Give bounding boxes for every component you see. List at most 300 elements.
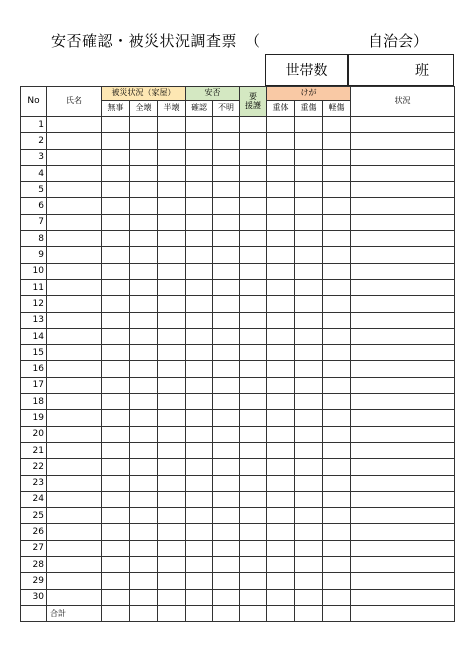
entry-cell[interactable] [102, 345, 130, 361]
entry-cell[interactable] [267, 557, 295, 573]
entry-cell[interactable] [47, 394, 102, 410]
entry-cell[interactable] [323, 426, 351, 442]
entry-cell[interactable] [158, 345, 186, 361]
entry-cell[interactable] [351, 540, 455, 556]
entry-cell[interactable] [186, 165, 213, 181]
entry-cell[interactable] [47, 589, 102, 605]
entry-cell[interactable] [240, 394, 267, 410]
entry-cell[interactable] [102, 459, 130, 475]
entry-cell[interactable] [130, 508, 158, 524]
entry-cell[interactable] [267, 133, 295, 149]
entry-cell[interactable] [186, 377, 213, 393]
entry-cell[interactable] [130, 573, 158, 589]
entry-cell[interactable] [158, 328, 186, 344]
entry-cell[interactable] [47, 182, 102, 198]
entry-cell[interactable] [323, 133, 351, 149]
entry-cell[interactable] [323, 524, 351, 540]
entry-cell[interactable] [213, 263, 240, 279]
entry-cell[interactable] [130, 182, 158, 198]
entry-cell[interactable] [186, 589, 213, 605]
entry-cell[interactable] [240, 426, 267, 442]
entry-cell[interactable] [130, 540, 158, 556]
entry-cell[interactable] [351, 394, 455, 410]
entry-cell[interactable] [47, 573, 102, 589]
entry-cell[interactable] [130, 410, 158, 426]
entry-cell[interactable] [213, 508, 240, 524]
entry-cell[interactable] [186, 442, 213, 458]
entry-cell[interactable] [213, 557, 240, 573]
entry-cell[interactable] [240, 198, 267, 214]
entry-cell[interactable] [351, 557, 455, 573]
entry-cell[interactable] [351, 263, 455, 279]
entry-cell[interactable] [186, 394, 213, 410]
entry-cell[interactable] [130, 426, 158, 442]
entry-cell[interactable] [351, 589, 455, 605]
entry-cell[interactable] [213, 459, 240, 475]
entry-cell[interactable] [295, 312, 323, 328]
entry-cell[interactable] [323, 589, 351, 605]
total-cell[interactable] [267, 605, 295, 621]
entry-cell[interactable] [213, 573, 240, 589]
entry-cell[interactable] [47, 377, 102, 393]
entry-cell[interactable] [240, 133, 267, 149]
entry-cell[interactable] [267, 231, 295, 247]
total-cell[interactable] [323, 605, 351, 621]
entry-cell[interactable] [158, 165, 186, 181]
entry-cell[interactable] [158, 426, 186, 442]
entry-cell[interactable] [351, 117, 455, 133]
entry-cell[interactable] [186, 296, 213, 312]
entry-cell[interactable] [240, 540, 267, 556]
entry-cell[interactable] [130, 149, 158, 165]
entry-cell[interactable] [47, 312, 102, 328]
entry-cell[interactable] [158, 540, 186, 556]
entry-cell[interactable] [351, 133, 455, 149]
entry-cell[interactable] [323, 117, 351, 133]
entry-cell[interactable] [186, 263, 213, 279]
entry-cell[interactable] [240, 263, 267, 279]
entry-cell[interactable] [351, 573, 455, 589]
entry-cell[interactable] [102, 214, 130, 230]
entry-cell[interactable] [213, 312, 240, 328]
entry-cell[interactable] [158, 312, 186, 328]
entry-cell[interactable] [323, 475, 351, 491]
entry-cell[interactable] [240, 296, 267, 312]
entry-cell[interactable] [240, 214, 267, 230]
entry-cell[interactable] [213, 377, 240, 393]
entry-cell[interactable] [130, 442, 158, 458]
entry-cell[interactable] [186, 410, 213, 426]
entry-cell[interactable] [158, 198, 186, 214]
entry-cell[interactable] [158, 491, 186, 507]
entry-cell[interactable] [158, 279, 186, 295]
entry-cell[interactable] [213, 328, 240, 344]
entry-cell[interactable] [295, 491, 323, 507]
entry-cell[interactable] [351, 182, 455, 198]
entry-cell[interactable] [351, 296, 455, 312]
entry-cell[interactable] [47, 133, 102, 149]
entry-cell[interactable] [295, 165, 323, 181]
entry-cell[interactable] [295, 540, 323, 556]
entry-cell[interactable] [323, 149, 351, 165]
entry-cell[interactable] [213, 394, 240, 410]
entry-cell[interactable] [295, 117, 323, 133]
entry-cell[interactable] [130, 589, 158, 605]
entry-cell[interactable] [102, 589, 130, 605]
entry-cell[interactable] [186, 214, 213, 230]
entry-cell[interactable] [186, 149, 213, 165]
entry-cell[interactable] [240, 345, 267, 361]
entry-cell[interactable] [102, 491, 130, 507]
entry-cell[interactable] [240, 508, 267, 524]
entry-cell[interactable] [240, 361, 267, 377]
entry-cell[interactable] [240, 524, 267, 540]
entry-cell[interactable] [213, 165, 240, 181]
entry-cell[interactable] [267, 328, 295, 344]
entry-cell[interactable] [158, 557, 186, 573]
entry-cell[interactable] [130, 247, 158, 263]
entry-cell[interactable] [102, 557, 130, 573]
entry-cell[interactable] [323, 345, 351, 361]
entry-cell[interactable] [130, 198, 158, 214]
entry-cell[interactable] [267, 165, 295, 181]
entry-cell[interactable] [213, 149, 240, 165]
entry-cell[interactable] [47, 491, 102, 507]
entry-cell[interactable] [130, 361, 158, 377]
entry-cell[interactable] [186, 524, 213, 540]
entry-cell[interactable] [213, 524, 240, 540]
entry-cell[interactable] [351, 149, 455, 165]
entry-cell[interactable] [267, 589, 295, 605]
entry-cell[interactable] [351, 508, 455, 524]
entry-cell[interactable] [323, 279, 351, 295]
entry-cell[interactable] [102, 540, 130, 556]
entry-cell[interactable] [351, 247, 455, 263]
entry-cell[interactable] [158, 149, 186, 165]
entry-cell[interactable] [267, 475, 295, 491]
entry-cell[interactable] [295, 231, 323, 247]
entry-cell[interactable] [186, 117, 213, 133]
entry-cell[interactable] [323, 296, 351, 312]
entry-cell[interactable] [351, 524, 455, 540]
entry-cell[interactable] [267, 540, 295, 556]
entry-cell[interactable] [351, 198, 455, 214]
entry-cell[interactable] [267, 198, 295, 214]
entry-cell[interactable] [130, 345, 158, 361]
entry-cell[interactable] [323, 557, 351, 573]
entry-cell[interactable] [47, 442, 102, 458]
entry-cell[interactable] [186, 133, 213, 149]
entry-cell[interactable] [351, 475, 455, 491]
entry-cell[interactable] [323, 410, 351, 426]
entry-cell[interactable] [158, 442, 186, 458]
entry-cell[interactable] [158, 361, 186, 377]
entry-cell[interactable] [213, 475, 240, 491]
entry-cell[interactable] [213, 410, 240, 426]
entry-cell[interactable] [102, 247, 130, 263]
entry-cell[interactable] [351, 426, 455, 442]
entry-cell[interactable] [102, 296, 130, 312]
entry-cell[interactable] [295, 442, 323, 458]
entry-cell[interactable] [295, 573, 323, 589]
entry-cell[interactable] [295, 377, 323, 393]
entry-cell[interactable] [102, 279, 130, 295]
entry-cell[interactable] [102, 312, 130, 328]
entry-cell[interactable] [213, 345, 240, 361]
entry-cell[interactable] [213, 442, 240, 458]
entry-cell[interactable] [213, 296, 240, 312]
entry-cell[interactable] [267, 377, 295, 393]
entry-cell[interactable] [47, 198, 102, 214]
entry-cell[interactable] [267, 182, 295, 198]
entry-cell[interactable] [323, 508, 351, 524]
total-cell[interactable] [186, 605, 213, 621]
entry-cell[interactable] [240, 182, 267, 198]
entry-cell[interactable] [295, 345, 323, 361]
entry-cell[interactable] [240, 149, 267, 165]
entry-cell[interactable] [267, 263, 295, 279]
entry-cell[interactable] [323, 165, 351, 181]
entry-cell[interactable] [102, 508, 130, 524]
entry-cell[interactable] [47, 165, 102, 181]
entry-cell[interactable] [213, 247, 240, 263]
entry-cell[interactable] [213, 133, 240, 149]
entry-cell[interactable] [158, 133, 186, 149]
entry-cell[interactable] [102, 328, 130, 344]
entry-cell[interactable] [351, 345, 455, 361]
entry-cell[interactable] [267, 345, 295, 361]
entry-cell[interactable] [351, 312, 455, 328]
entry-cell[interactable] [351, 328, 455, 344]
entry-cell[interactable] [130, 312, 158, 328]
entry-cell[interactable] [130, 279, 158, 295]
entry-cell[interactable] [158, 117, 186, 133]
entry-cell[interactable] [240, 491, 267, 507]
entry-cell[interactable] [213, 182, 240, 198]
entry-cell[interactable] [213, 491, 240, 507]
entry-cell[interactable] [267, 394, 295, 410]
entry-cell[interactable] [240, 247, 267, 263]
entry-cell[interactable] [295, 524, 323, 540]
entry-cell[interactable] [295, 475, 323, 491]
entry-cell[interactable] [323, 263, 351, 279]
entry-cell[interactable] [351, 459, 455, 475]
entry-cell[interactable] [240, 328, 267, 344]
entry-cell[interactable] [213, 117, 240, 133]
entry-cell[interactable] [47, 361, 102, 377]
entry-cell[interactable] [351, 214, 455, 230]
entry-cell[interactable] [267, 524, 295, 540]
entry-cell[interactable] [295, 410, 323, 426]
entry-cell[interactable] [267, 312, 295, 328]
entry-cell[interactable] [130, 133, 158, 149]
entry-cell[interactable] [158, 589, 186, 605]
entry-cell[interactable] [240, 279, 267, 295]
entry-cell[interactable] [130, 557, 158, 573]
entry-cell[interactable] [158, 459, 186, 475]
entry-cell[interactable] [240, 573, 267, 589]
entry-cell[interactable] [213, 589, 240, 605]
total-cell[interactable] [351, 605, 455, 621]
entry-cell[interactable] [186, 491, 213, 507]
entry-cell[interactable] [186, 426, 213, 442]
entry-cell[interactable] [130, 491, 158, 507]
entry-cell[interactable] [267, 508, 295, 524]
entry-cell[interactable] [47, 263, 102, 279]
entry-cell[interactable] [323, 214, 351, 230]
entry-cell[interactable] [351, 231, 455, 247]
entry-cell[interactable] [158, 394, 186, 410]
entry-cell[interactable] [267, 459, 295, 475]
entry-cell[interactable] [158, 475, 186, 491]
entry-cell[interactable] [186, 361, 213, 377]
entry-cell[interactable] [47, 328, 102, 344]
entry-cell[interactable] [102, 361, 130, 377]
entry-cell[interactable] [295, 328, 323, 344]
entry-cell[interactable] [158, 377, 186, 393]
entry-cell[interactable] [351, 491, 455, 507]
entry-cell[interactable] [240, 231, 267, 247]
entry-cell[interactable] [102, 524, 130, 540]
entry-cell[interactable] [267, 410, 295, 426]
entry-cell[interactable] [47, 540, 102, 556]
entry-cell[interactable] [102, 263, 130, 279]
entry-cell[interactable] [47, 214, 102, 230]
entry-cell[interactable] [323, 442, 351, 458]
entry-cell[interactable] [213, 426, 240, 442]
entry-cell[interactable] [323, 377, 351, 393]
entry-cell[interactable] [295, 133, 323, 149]
entry-cell[interactable] [240, 312, 267, 328]
entry-cell[interactable] [295, 247, 323, 263]
entry-cell[interactable] [102, 426, 130, 442]
entry-cell[interactable] [267, 149, 295, 165]
entry-cell[interactable] [102, 377, 130, 393]
entry-cell[interactable] [323, 182, 351, 198]
entry-cell[interactable] [130, 394, 158, 410]
entry-cell[interactable] [47, 426, 102, 442]
entry-cell[interactable] [158, 524, 186, 540]
entry-cell[interactable] [295, 394, 323, 410]
entry-cell[interactable] [351, 410, 455, 426]
entry-cell[interactable] [186, 345, 213, 361]
entry-cell[interactable] [47, 279, 102, 295]
entry-cell[interactable] [47, 524, 102, 540]
entry-cell[interactable] [102, 198, 130, 214]
entry-cell[interactable] [351, 442, 455, 458]
entry-cell[interactable] [295, 149, 323, 165]
entry-cell[interactable] [351, 377, 455, 393]
entry-cell[interactable] [130, 524, 158, 540]
entry-cell[interactable] [240, 475, 267, 491]
entry-cell[interactable] [102, 165, 130, 181]
entry-cell[interactable] [240, 117, 267, 133]
entry-cell[interactable] [267, 491, 295, 507]
entry-cell[interactable] [267, 247, 295, 263]
entry-cell[interactable] [295, 589, 323, 605]
entry-cell[interactable] [186, 182, 213, 198]
entry-cell[interactable] [47, 149, 102, 165]
entry-cell[interactable] [186, 573, 213, 589]
entry-cell[interactable] [130, 117, 158, 133]
entry-cell[interactable] [130, 459, 158, 475]
entry-cell[interactable] [47, 296, 102, 312]
entry-cell[interactable] [295, 279, 323, 295]
entry-cell[interactable] [158, 508, 186, 524]
entry-cell[interactable] [47, 557, 102, 573]
entry-cell[interactable] [323, 394, 351, 410]
entry-cell[interactable] [213, 279, 240, 295]
entry-cell[interactable] [130, 214, 158, 230]
entry-cell[interactable] [351, 165, 455, 181]
entry-cell[interactable] [267, 361, 295, 377]
entry-cell[interactable] [240, 442, 267, 458]
entry-cell[interactable] [102, 117, 130, 133]
entry-cell[interactable] [240, 377, 267, 393]
entry-cell[interactable] [158, 296, 186, 312]
entry-cell[interactable] [158, 231, 186, 247]
entry-cell[interactable] [47, 508, 102, 524]
entry-cell[interactable] [295, 557, 323, 573]
entry-cell[interactable] [186, 312, 213, 328]
entry-cell[interactable] [47, 459, 102, 475]
entry-cell[interactable] [158, 263, 186, 279]
total-cell[interactable] [213, 605, 240, 621]
entry-cell[interactable] [323, 540, 351, 556]
entry-cell[interactable] [186, 540, 213, 556]
entry-cell[interactable] [240, 557, 267, 573]
entry-cell[interactable] [323, 328, 351, 344]
entry-cell[interactable] [158, 573, 186, 589]
entry-cell[interactable] [130, 475, 158, 491]
entry-cell[interactable] [323, 573, 351, 589]
entry-cell[interactable] [295, 426, 323, 442]
entry-cell[interactable] [295, 459, 323, 475]
entry-cell[interactable] [47, 247, 102, 263]
entry-cell[interactable] [295, 214, 323, 230]
entry-cell[interactable] [186, 508, 213, 524]
entry-cell[interactable] [295, 361, 323, 377]
entry-cell[interactable] [213, 214, 240, 230]
entry-cell[interactable] [47, 410, 102, 426]
entry-cell[interactable] [186, 247, 213, 263]
entry-cell[interactable] [47, 117, 102, 133]
entry-cell[interactable] [158, 182, 186, 198]
entry-cell[interactable] [158, 410, 186, 426]
total-cell[interactable] [158, 605, 186, 621]
entry-cell[interactable] [323, 247, 351, 263]
entry-cell[interactable] [323, 491, 351, 507]
entry-cell[interactable] [186, 475, 213, 491]
entry-cell[interactable] [267, 442, 295, 458]
total-cell[interactable] [240, 605, 267, 621]
entry-cell[interactable] [295, 198, 323, 214]
entry-cell[interactable] [323, 198, 351, 214]
entry-cell[interactable] [351, 361, 455, 377]
entry-cell[interactable] [295, 296, 323, 312]
entry-cell[interactable] [267, 573, 295, 589]
entry-cell[interactable] [213, 540, 240, 556]
entry-cell[interactable] [102, 410, 130, 426]
entry-cell[interactable] [130, 377, 158, 393]
entry-cell[interactable] [102, 231, 130, 247]
entry-cell[interactable] [130, 165, 158, 181]
entry-cell[interactable] [240, 165, 267, 181]
entry-cell[interactable] [47, 231, 102, 247]
entry-cell[interactable] [351, 279, 455, 295]
entry-cell[interactable] [47, 345, 102, 361]
entry-cell[interactable] [240, 589, 267, 605]
